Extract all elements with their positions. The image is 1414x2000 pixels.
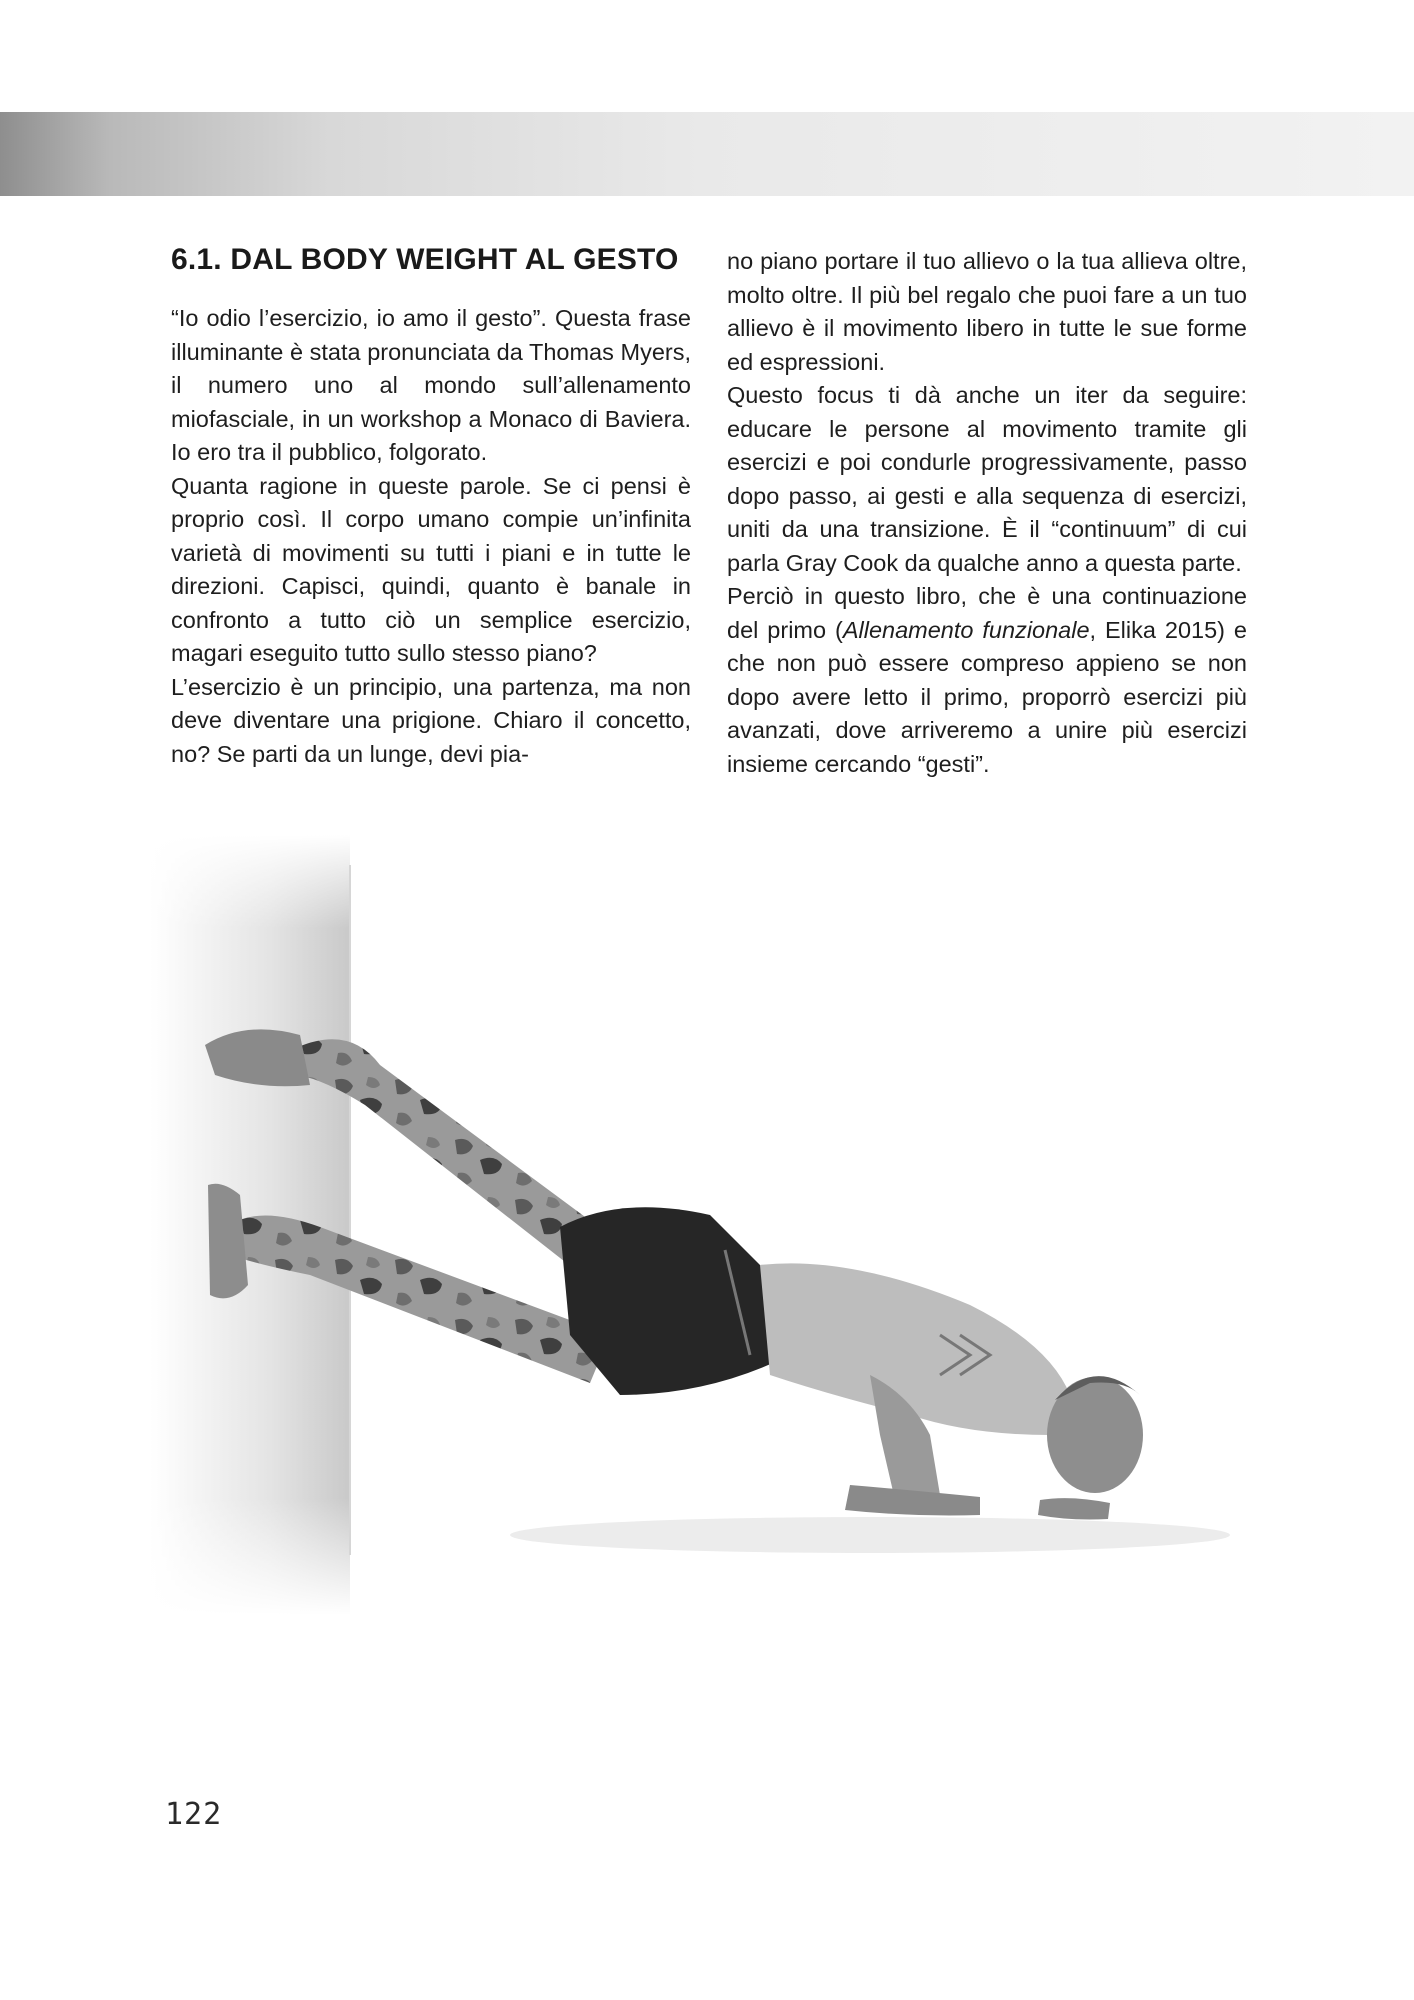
header-band bbox=[0, 112, 1414, 196]
paragraph: no piano portare il tuo allievo o la tua allieva oltre, molto oltre. Il più bel regalo che puoi fare a un tuo allievo è il movimento libero in tutte le sue forme ed espressioni. bbox=[727, 248, 1247, 375]
paragraph: Quanta ragione in queste parole. Se ci pensi è proprio così. Il corpo umano compie un’infinita varietà di movimenti su tutti i piani e in tutte le direzioni. Capisci, quindi, quanto è banale in confronto a tutto ciò un semplice esercizio, magari eseguito tutto sullo stesso piano? bbox=[171, 472, 691, 666]
paragraph bbox=[727, 580, 1247, 781]
section-heading: 6.1. DAL BODY WEIGHT AL GESTO bbox=[171, 243, 679, 276]
paragraph: Questo focus ti dà anche un iter da seguire: educare le persone al movimento tramite gli esercizi e poi condurle progressivamente, passo dopo passo, ai gesti e alla sequenza di esercizi, uniti da una transizione. È il “continuum” di cui parla Gray Cook da qualche anno a questa parte. bbox=[727, 382, 1247, 576]
paragraph-text: Perciò in questo libro, che è una continuazione del primo ( bbox=[727, 583, 1247, 643]
left-column bbox=[171, 240, 691, 771]
page-number: 122 bbox=[165, 1797, 223, 1832]
book-title: Allenamento funzionale bbox=[842, 616, 1090, 643]
paragraph-text: , Elika 2015) e che non può essere compreso appieno se non dopo avere letto il primo, proporrò esercizi più avanzati, dove arriveremo a unire più esercizi insieme cercando “gesti”. bbox=[727, 616, 1247, 777]
right-column bbox=[727, 245, 1247, 781]
paragraph: “Io odio l’esercizio, io amo il gesto”. Questa frase illuminante è stata pronunciata da Thomas Myers, il numero uno al mondo sull’allenamento miofasciale, in un workshop a Monaco di Baviera. Io ero tra il pubblico, folgorato. bbox=[171, 305, 691, 465]
exercise-photo bbox=[150, 835, 1300, 1615]
paragraph: L’esercizio è un principio, una partenza, ma non deve diventare una prigione. Chiaro il concetto, no? Se parti da un lunge, devi pia- bbox=[171, 673, 691, 767]
